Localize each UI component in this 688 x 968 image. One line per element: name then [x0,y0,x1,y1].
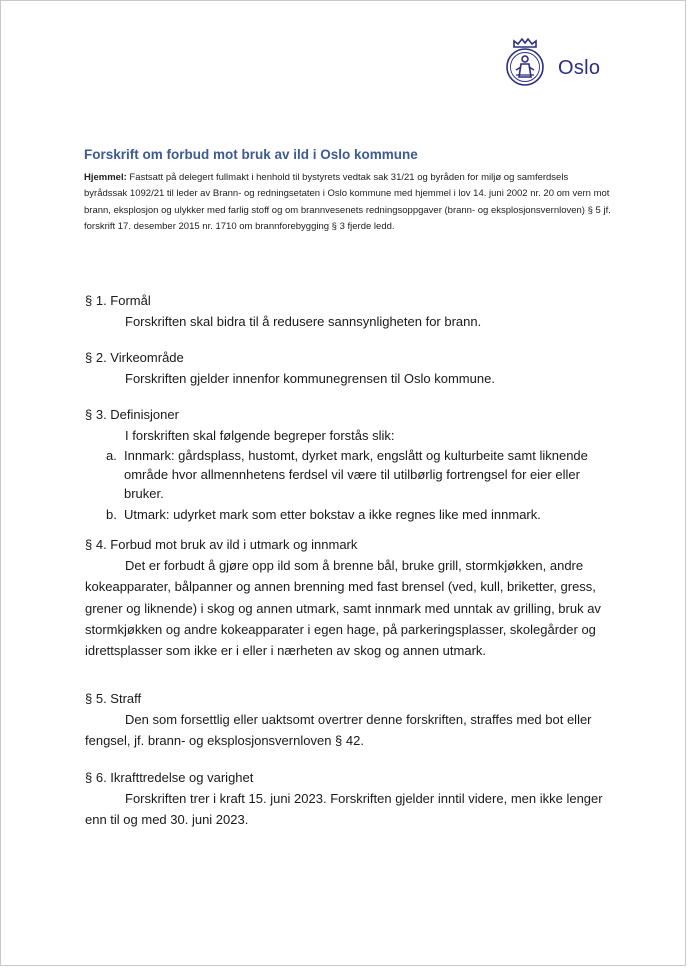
section-heading: § 2. Virkeområde [85,350,184,365]
list-item [85,446,605,503]
oslo-emblem-icon [501,37,549,89]
list-item-text: Utmark: udyrket mark som etter bokstav a ikke regnes like med innmark. [124,507,541,523]
list-marker: b. [106,507,117,523]
section-6 [85,768,605,831]
hjemmel-text: Fastsatt på delegert fullmakt i henhold til bystyrets vedtak sak 31/21 og byråden for miljø og samferdsels byrådssak 1092/21 til leder av Brann- og redningsetaten i Oslo kommune med hjemmel i lov 14. juni 2002 nr. 20 om vern mot brann, eksplosjon og ulykker med farlig stoff og om brannvesenets redningsoppgaver (brann- og eksplosjonsvernloven) § 5 jf. forskrift 17. desember 2015 nr. 1710 om brannforebygging § 3 fjerde ledd. [84,172,611,233]
section-body: Forskriften trer i kraft 15. juni 2023. Forskriften gjelder inntil videre, men ikke lenger enn til og med 30. juni 2023. [85,791,603,828]
section-5 [85,689,605,752]
section-heading: § 3. Definisjoner [85,407,179,422]
oslo-logo [501,37,611,89]
section-1 [85,291,605,332]
hjemmel-paragraph [84,170,614,236]
section-heading: § 6. Ikrafttredelse og varighet [85,770,254,785]
section-3 [85,405,605,524]
section-4 [85,535,605,661]
section-heading: § 1. Formål [85,293,151,308]
section-body: I forskriften skal følgende begreper forstås slik: [125,428,395,443]
list-item [85,505,605,524]
section-heading: § 4. Forbud mot bruk av ild i utmark og innmark [85,537,358,552]
section-body: Forskriften gjelder innenfor kommunegrensen til Oslo kommune. [125,371,495,386]
definitions-list [85,446,605,524]
logo-text: Oslo [558,57,601,79]
section-body: Forskriften skal bidra til å redusere sannsynligheten for brann. [125,314,482,329]
section-body: Den som forsettlig eller uaktsomt overtrer denne forskriften, straffes med bot eller fengsel, jf. brann- og eksplosjonsvernloven § 42. [85,712,592,749]
list-marker: a. [106,448,117,464]
document-title: Forskrift om forbud mot bruk av ild i Oslo kommune [84,147,418,162]
section-heading: § 5. Straff [85,691,142,706]
section-2 [85,348,605,389]
section-body: Det er forbudt å gjøre opp ild som å brenne bål, bruke grill, stormkjøkken, andre kokeapparater, bålpanner og annen brenning med fast brensel (ved, kull, briketter, gress, grener og liknende) i skog og annen utmark, samt innmark med unntak av grilling, bruk av stormkjøkken og andre kokeapparater i egen hage, på parkeringsplasser, skolegårder og idrettsplasser som ikke er i eller i nærheten av skog og annen utmark. [85,558,601,659]
hjemmel-label: Hjemmel: [84,172,127,183]
list-item-text: Innmark: gårdsplass, hustomt, dyrket mark, engslått og kulturbeite samt liknende område hvor allmennhetens ferdsel vil være til utilbørlig fortrengsel for eier eller bruker. [124,448,588,502]
